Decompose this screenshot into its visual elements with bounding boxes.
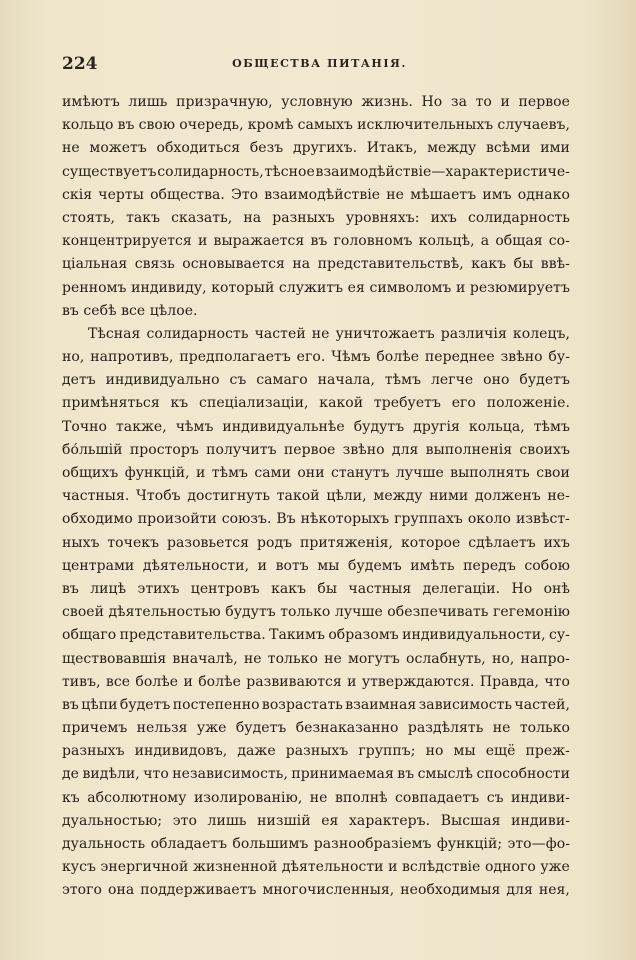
text-line: примѣняться къ спеціализаціи, какой требуетъ его положеніе. [62, 395, 570, 412]
text-line: концентрируется и выражается въ головномъ кольцѣ, а общая со- [62, 233, 570, 250]
text-line: ренномъ индивиду, который служитъ ея символомъ и резюмируетъ [62, 279, 570, 296]
text-line: общаго представительства. Такимъ образомъ индивидуальности, су- [62, 627, 570, 644]
text-line: стоять, такъ сказать, на разныхъ уровняхъ: ихъ солидарность [62, 209, 570, 226]
text-line: ныхъ точекъ разовьется родъ притяженія, которое сдѣлаетъ ихъ [62, 534, 570, 551]
text-line: кусъ энергичной жизненной дѣятельности и вслѣдствіе одного уже [62, 859, 570, 876]
text-line: дуальность обладаетъ большимъ разнообразіемъ функцій; это—фо- [62, 836, 570, 852]
text-line: въ цѣпи будетъ постепенно возрастать взаимная зависимость частей, [62, 696, 570, 713]
page-header [62, 54, 577, 78]
text-line: скія черты общества. Это взаимодѣйствіе не мѣшаетъ имъ однако [62, 186, 570, 203]
text-line: тивъ, все болѣе и болѣе развиваются и утверждаются. Правда, что [62, 673, 570, 690]
text-line: детъ индивидуально съ самаго начала, тѣмъ легче оно будетъ [62, 372, 570, 389]
text-line: въ себѣ все цѣлое. [62, 302, 198, 319]
page-number: 224 [62, 54, 98, 74]
text-line: но, напротивъ, предполагаетъ его. Чѣмъ болѣе переднее звѣно бу- [62, 349, 570, 366]
text-line: бо́льшій просторъ получитъ первое звѣно для выполненія своихъ [62, 441, 570, 458]
text-line: Тѣсная солидарность частей не уничтожаетъ различія колецъ, [88, 325, 570, 342]
text-line: ществовавшія вначалѣ, не только не могутъ ослабнуть, но, напро- [62, 650, 570, 667]
text-line: общихъ функцій, и тѣмъ сами они станутъ лучше выполнять свои [62, 465, 570, 481]
text-line: обходимо произойти союзъ. Въ нѣкоторыхъ группахъ около извѣст- [62, 511, 570, 528]
running-head: ОБЩЕСТВА ПИТАНІЯ. [232, 57, 407, 70]
text-line: имѣютъ лишь призрачную, условную жизнь. Но за то и первое [62, 94, 570, 110]
text-line: центрами дѣятельности, и вотъ мы будемъ имѣть передъ собою [62, 557, 570, 574]
text-line: де видѣли, что независимость, принимаемая въ смыслѣ способности [62, 766, 570, 783]
body-text [62, 91, 570, 903]
text-line: къ абсолютному изолированію, не вполнѣ совпадаетъ съ индиви- [62, 789, 570, 806]
text-line: въ лицѣ этихъ центровъ какъ бы частныя делегаціи. Но онѣ [62, 580, 570, 597]
text-line: частныя. Чтобъ достигнуть такой цѣли, между ними долженъ не- [62, 488, 570, 505]
text-line: этого она поддерживаетъ многочисленныя, необходимыя для нея, [62, 882, 570, 899]
text-line: дуальностью; это лишь низшій ея характеръ. Высшая индиви- [62, 812, 570, 829]
text-line: существуетъ солидарность, тѣсное взаимодѣйствіе—характеристиче- [62, 163, 570, 180]
text-line: не можетъ обходиться безъ другихъ. Итакъ, между всѣми ими [62, 140, 570, 157]
text-line: разныхъ индивидовъ, даже разныхъ группъ; но мы ещё преж- [62, 743, 570, 760]
text-line: причемъ нельзя уже будетъ безнаказанно раздѣлять не только [62, 720, 570, 737]
text-line: Точно также, чѣмъ индивидуальнѣе будутъ другія кольца, тѣмъ [62, 418, 570, 435]
text-line: кольцо въ свою очередь, кромѣ самыхъ исключительныхъ случаевъ, [62, 117, 570, 134]
text-line: своей дѣятельностью будутъ только лучше обезпечивать гегемонію [62, 604, 570, 621]
text-line: ціальная связь основывается на представительствѣ, какъ бы ввѣ- [62, 256, 570, 273]
